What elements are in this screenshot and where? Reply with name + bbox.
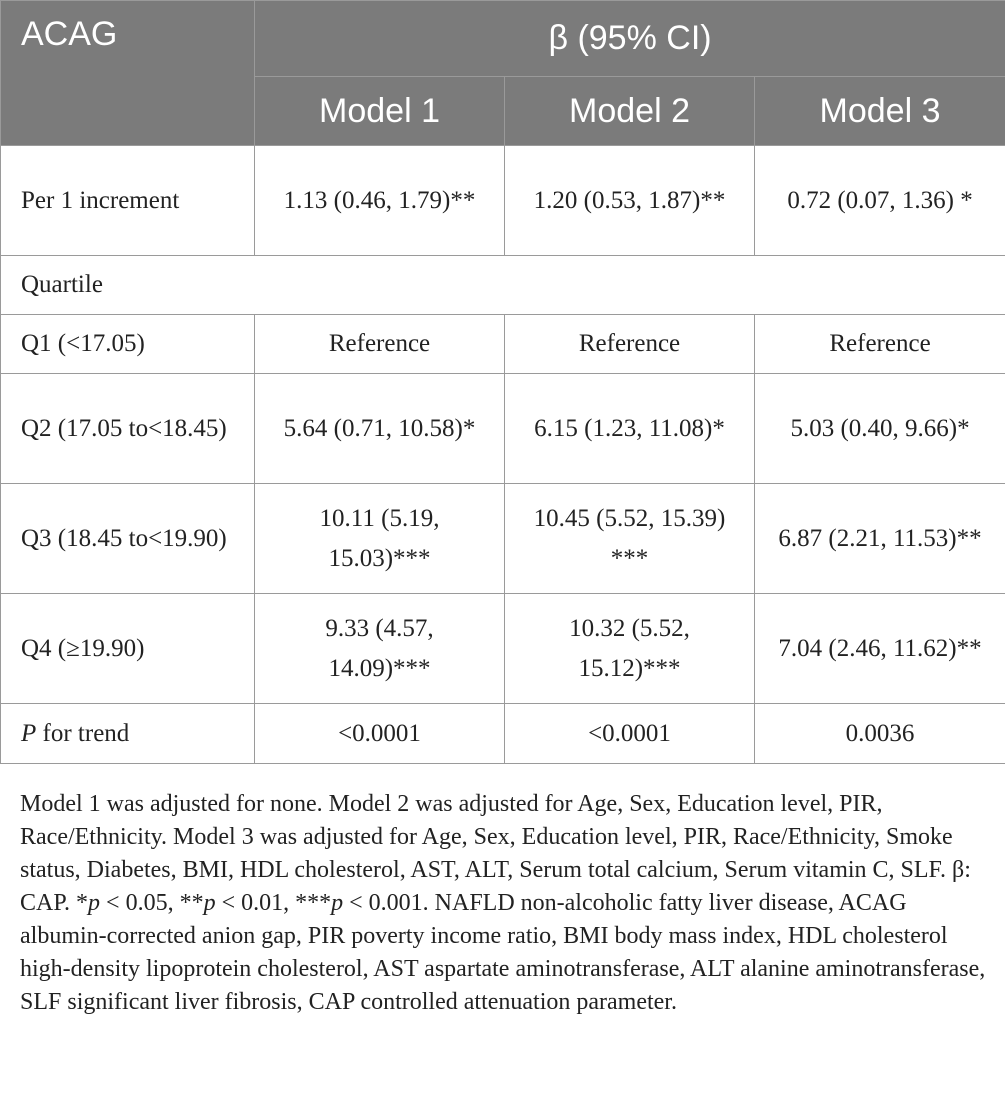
table-row	[1, 256, 1005, 315]
model-1-header: Model 1	[255, 77, 505, 146]
group-header: β (95% CI)	[255, 1, 1005, 77]
table-cell: 10.11 (5.19, 15.03)***	[255, 484, 505, 594]
footnote-text: < 0.001. NAFLD non-alcoholic fatty liver disease, ACAG albumin-corrected anion gap, PIR poverty income ratio, BMI body mass index, HDL cholesterol high-density lipoprotein cholesterol, AST aspartate aminotransferase, ALT alanine aminotransferase, SLF significant liver fibrosis, CAP controlled attenuation parameter.	[20, 890, 986, 1015]
table-row	[1, 484, 1005, 594]
table-cell: 6.15 (1.23, 11.08)*	[505, 374, 755, 484]
table-cell: 10.32 (5.52, 15.12)***	[505, 594, 755, 704]
section-label: Quartile	[1, 256, 1005, 315]
table-cell: 5.64 (0.71, 10.58)*	[255, 374, 505, 484]
table-cell: <0.0001	[505, 704, 755, 764]
table-cell: <0.0001	[255, 704, 505, 764]
table-cell: 0.72 (0.07, 1.36) *	[755, 146, 1005, 256]
p-symbol: p	[203, 890, 216, 916]
row-label-header: ACAG	[1, 1, 255, 146]
row-label: Per 1 increment	[1, 146, 255, 256]
header-row-1	[1, 1, 1005, 77]
table-row	[1, 146, 1005, 256]
table-cell: Reference	[505, 315, 755, 374]
row-label: Q3 (18.45 to<19.90)	[1, 484, 255, 594]
footnote-text: < 0.01, ***	[215, 890, 332, 916]
footnote-text: Model 1 was adjusted for none. Model 2 was adjusted for Age, Sex, Education level, PIR, Race/Ethnicity. Model 3 was adjusted for Age, Sex, Education level, PIR, Race/Ethnicity, Smoke status, Diabetes, BMI, HDL cholesterol, AST, ALT, Serum total calcium, Serum vitamin C, SLF. β: CAP. *	[20, 791, 971, 916]
table-row	[1, 374, 1005, 484]
row-label: Q1 (<17.05)	[1, 315, 255, 374]
p-symbol: p	[331, 890, 344, 916]
p-symbol: P	[21, 719, 37, 747]
p-symbol: p	[88, 890, 101, 916]
table-cell: Reference	[255, 315, 505, 374]
row-label: Q4 (≥19.90)	[1, 594, 255, 704]
model-3-header: Model 3	[755, 77, 1005, 146]
table-row	[1, 704, 1005, 764]
model-2-header: Model 2	[505, 77, 755, 146]
table-cell: 10.45 (5.52, 15.39) ***	[505, 484, 755, 594]
table-footnote	[20, 788, 995, 1019]
row-label	[1, 704, 255, 764]
table-cell: 5.03 (0.40, 9.66)*	[755, 374, 1005, 484]
table-cell: 6.87 (2.21, 11.53)**	[755, 484, 1005, 594]
table-row	[1, 315, 1005, 374]
table-cell: 9.33 (4.57, 14.09)***	[255, 594, 505, 704]
table-cell: 7.04 (2.46, 11.62)**	[755, 594, 1005, 704]
table-cell: Reference	[755, 315, 1005, 374]
table-cell: 1.20 (0.53, 1.87)**	[505, 146, 755, 256]
table-cell: 0.0036	[755, 704, 1005, 764]
footnote-text: < 0.05, **	[100, 890, 204, 916]
row-label: Q2 (17.05 to<18.45)	[1, 374, 255, 484]
table-cell: 1.13 (0.46, 1.79)**	[255, 146, 505, 256]
table-row	[1, 594, 1005, 704]
row-label-text: for trend	[36, 719, 130, 747]
